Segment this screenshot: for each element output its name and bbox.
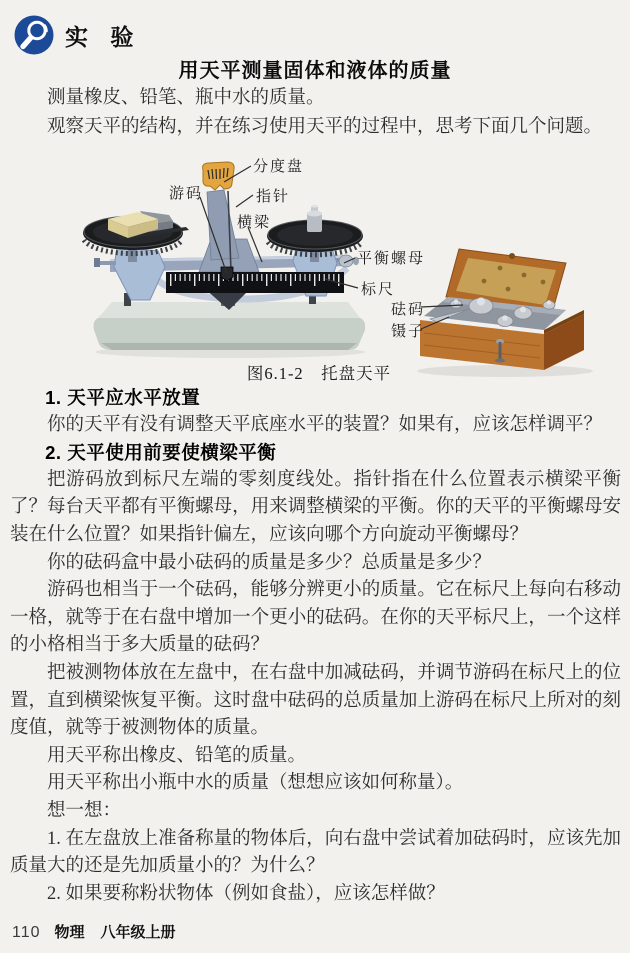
think-prompt: 想一想： [47, 800, 122, 821]
figure-label-ruler: 标尺 [361, 282, 396, 298]
graduated-dial [203, 162, 235, 190]
page-title: 用天平测量固体和液体的质量 [178, 60, 452, 82]
think-question-2: 2. 如果要称粉状物体（例如食盐），应该怎样做？ [47, 883, 445, 904]
pointer-arm [207, 190, 239, 260]
section-2-paragraph-1: 把游码放到标尺左端的零刻度线处。指针指在什么位置表示横梁平衡了？每台天平都有平衡螺母，用来调整横梁的平衡。你的天平的平衡螺母安装在什么位置？如果指针偏左，应该向哪个方向旋动平衡螺母？ [10, 469, 621, 545]
intro-block [10, 84, 621, 142]
section-1-heading: 1. 天平应水平放置 [45, 387, 201, 408]
left-pan [83, 211, 189, 262]
figure-label-balance-nut: 平衡螺母 [357, 251, 426, 267]
balance-illustration [83, 162, 365, 358]
small-weight [307, 205, 322, 233]
figure-label-dial: 分度盘 [253, 159, 305, 175]
section-2-paragraph-5: 用天平称出橡皮、铅笔的质量。 [47, 745, 307, 766]
content-block [10, 384, 621, 908]
section-2-paragraph-2: 你的砝码盒中最小砝码的质量是多少？总质量是多少？ [47, 552, 492, 573]
figure-label-tweezers: 镊子 [391, 324, 426, 340]
section-2-heading: 2. 天平使用前要使横梁平衡 [45, 442, 277, 464]
intro-paragraph-2: 观察天平的结构，并在练习使用天平的过程中，思考下面几个问题。 [47, 117, 603, 137]
intro-paragraph-1: 测量橡皮、铅笔、瓶中水的质量。 [47, 88, 325, 108]
magnifier-icon [13, 14, 55, 56]
page-number: 110 [12, 924, 41, 941]
section-2-paragraph-3: 游码也相当于一个砝码，能够分辨更小的质量。它在标尺上每向右移动一格，就等于在右盘中增加一个更小的砝码。在你的天平标尺上，一个这样的小格相当于多大质量的砝码？ [10, 580, 621, 656]
weight-box-illustration [417, 249, 593, 377]
footer-subject: 物理 [54, 924, 85, 941]
experiment-badge [13, 14, 141, 56]
figure-label-rider: 游码 [169, 186, 204, 202]
section-2-paragraph-4: 把被测物体放在左盘中，在右盘中加减砝码，并调节游码在标尺上的位置，直到横梁恢复平衡。这时盘中砝码的总质量加上游码在标尺上所对的刻度值，就等于被测物体的质量。 [10, 662, 621, 739]
badge-label: 实 验 [65, 23, 142, 50]
balance-figure-illustration [0, 150, 630, 385]
section-1-paragraph: 你的天平有没有调整天平底座水平的装置？如果有，应该怎样调平？ [47, 414, 603, 435]
figure-label-beam: 横梁 [237, 215, 272, 231]
page-footer [12, 921, 176, 942]
figure-caption: 图6.1-2 托盘天平 [246, 364, 392, 383]
figure-balance [0, 150, 630, 385]
section-2-paragraph-6: 用天平称出小瓶中水的质量（想想应该如何称量）。 [47, 773, 464, 794]
figure-label-pointer: 指针 [256, 189, 291, 205]
think-question-1: 1. 在左盘放上准备称量的物体后，向右盘中尝试着加砝码时，应该先加质量大的还是先加质量小的？为什么？ [10, 828, 621, 877]
footer-volume: 八年级上册 [100, 924, 176, 941]
right-pan [267, 205, 363, 263]
figure-label-weights: 砝码 [391, 302, 426, 318]
